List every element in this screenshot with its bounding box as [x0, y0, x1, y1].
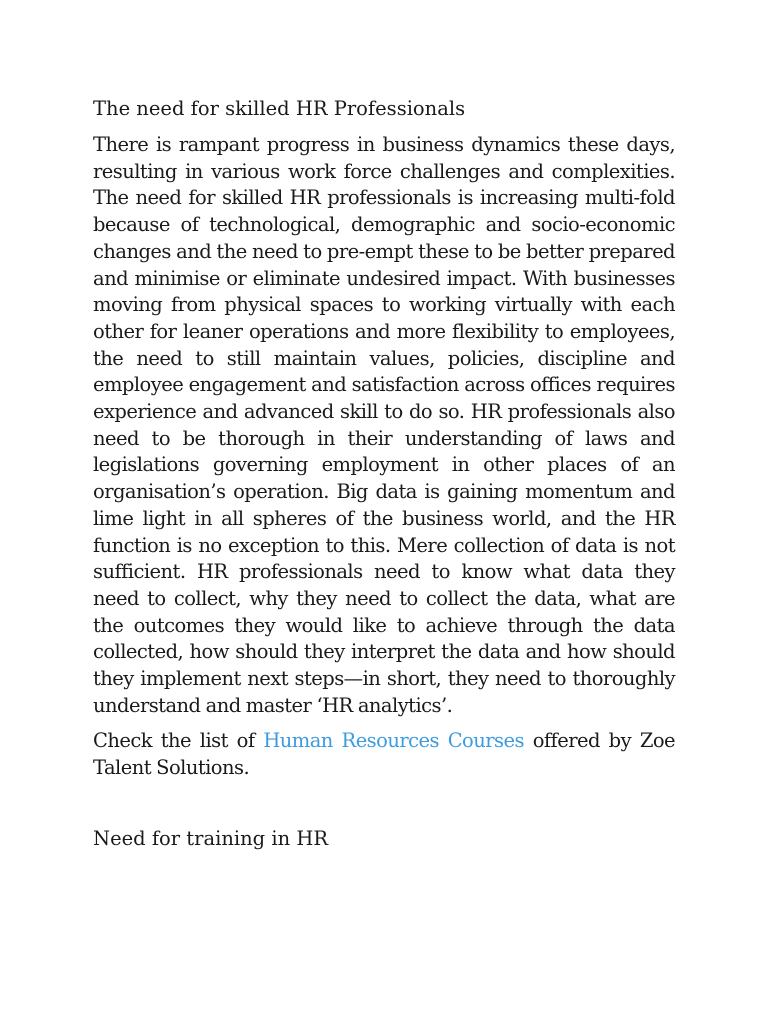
next-section-title: Need for training in HR: [93, 826, 329, 850]
callout-suffix: offered by Zoe Talent Solutions.: [93, 729, 676, 780]
human-resources-courses-link[interactable]: Human Resources Courses: [263, 729, 524, 753]
document-page: [93, 96, 675, 852]
callout-prefix: Check the list of: [93, 729, 264, 753]
section-title: The need for skilled HR Professionals: [93, 97, 466, 120]
courses-callout: [93, 728, 675, 781]
body-paragraph: There is rampant progress in business dynamics these days, resulting in various work force challenges and complexities. The need for skilled HR professionals is increasing multi-fold because of technological, demographic and socio-economic changes and the need to pre-empt these to be better prepared and minimise or eliminate undesired impact. With businesses moving from physical spaces to working virtually with each other for leaner operations and more flexibility to employees, the need to still maintain values, policies, discipline and employee engagement and satisfaction across offices requires experience and advanced skill to do so. HR professionals also need to be thorough in their understanding of laws and legislations governing employment in other places of an organisation’s operation. Big data is gaining momentum and lime light in all spheres of the business world, and the HR function is no exception to this. Mere collection of data is not sufficient. HR professionals need to know what data they need to collect, why they need to collect the data, what are the outcomes they would like to achieve through the data collected, how should they interpret the data and how should they implement next steps—in short, they need to thoroughly understand and master ‘HR analytics’.: [93, 133, 675, 717]
